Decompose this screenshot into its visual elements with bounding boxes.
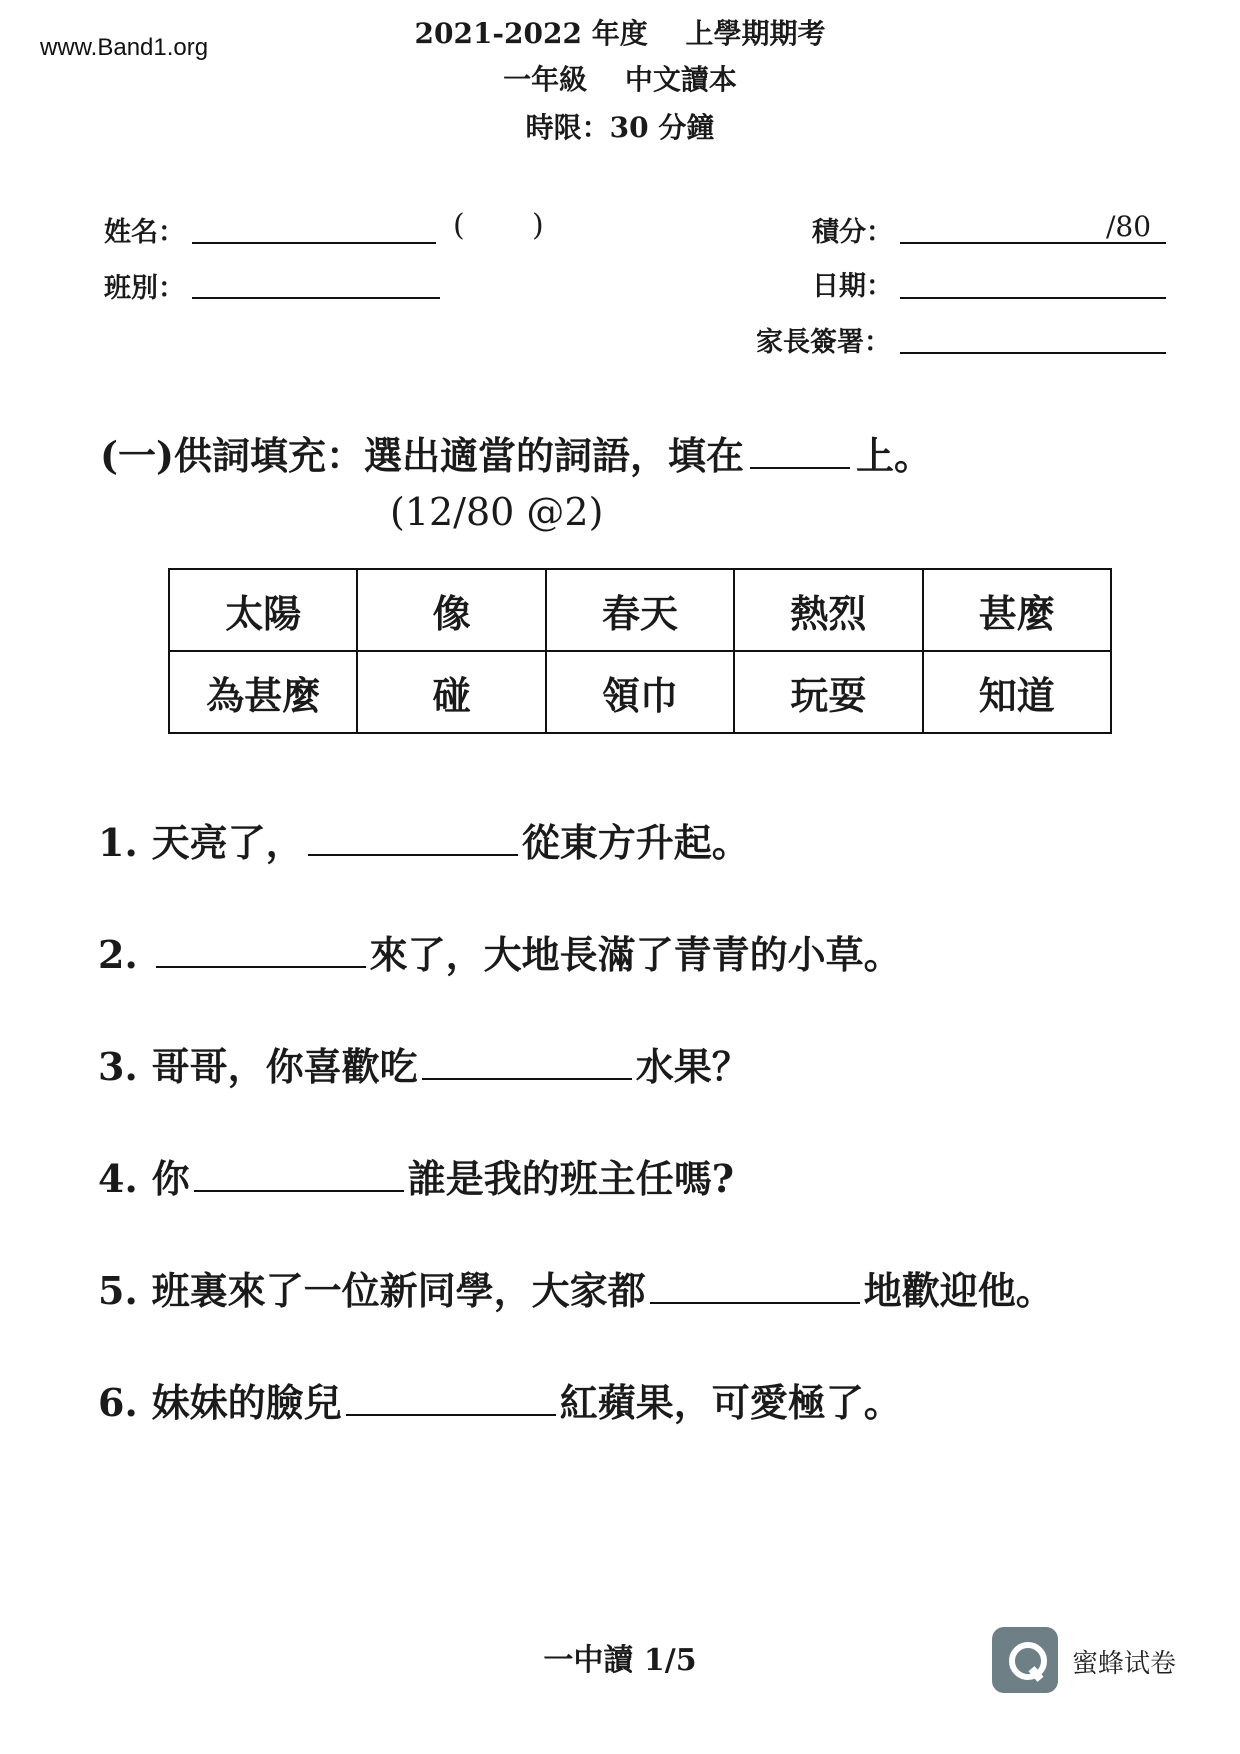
question-number: 4.	[98, 1156, 138, 1201]
question-4	[98, 1148, 734, 1203]
answer-blank-6[interactable]	[346, 1380, 556, 1416]
class-label: 班別：	[104, 273, 185, 304]
question-text-before: 班裏來了一位新同學，大家都	[151, 1268, 646, 1313]
question-number: 2.	[98, 932, 138, 977]
question-text-before: 哥哥，你喜歡吃	[151, 1044, 418, 1089]
question-2	[98, 924, 902, 979]
exam-term: 上學期期考	[685, 17, 826, 50]
question-number: 5.	[98, 1268, 138, 1313]
name-label: 姓名：	[104, 217, 185, 248]
question-text-after: 水果？	[635, 1044, 750, 1089]
word-bank-row	[169, 651, 1111, 733]
parent-signature-label: 家長簽署：	[756, 327, 891, 358]
question-text-after: 來了，大地長滿了青青的小草。	[369, 932, 902, 977]
question-text-before: 你	[151, 1156, 190, 1201]
word-cell: 熱烈	[734, 569, 922, 651]
word-cell: 知道	[923, 651, 1111, 733]
question-text-before: 妹妹的臉兒	[151, 1380, 342, 1425]
word-bank-row	[169, 569, 1111, 651]
question-text-after: 紅蘋果，可愛極了。	[559, 1380, 902, 1425]
question-text-after: 從東方升起。	[521, 820, 750, 865]
answer-blank-1[interactable]	[308, 820, 518, 856]
exam-grade: 一年級	[503, 63, 588, 96]
word-cell: 太陽	[169, 569, 357, 651]
question-number: 3.	[98, 1044, 138, 1089]
class-field[interactable]	[192, 297, 440, 299]
watermark: www.Band1.org	[40, 34, 209, 61]
score-label: 積分：	[812, 217, 893, 248]
word-cell: 領巾	[546, 651, 734, 733]
exam-subject: 中文讀本	[624, 63, 737, 96]
question-number: 6.	[98, 1380, 138, 1425]
date-label: 日期：	[812, 271, 893, 302]
word-cell: 甚麼	[923, 569, 1111, 651]
exam-subtitle	[0, 58, 1240, 98]
example-blank	[750, 437, 850, 469]
answer-blank-3[interactable]	[422, 1044, 632, 1080]
answer-blank-4[interactable]	[194, 1156, 404, 1192]
answer-blank-2[interactable]	[156, 932, 366, 968]
name-field[interactable]	[192, 242, 436, 244]
logo-text: 蜜蜂试卷	[1072, 1649, 1177, 1679]
section-score: (12/80 @2)	[390, 490, 604, 534]
question-3	[98, 1036, 750, 1091]
word-cell: 碰	[357, 651, 545, 733]
question-5	[98, 1260, 1054, 1315]
exam-year: 2021-2022 年度	[414, 17, 648, 50]
question-text-before: 天亮了，	[151, 820, 304, 865]
class-number-bracket-open: (	[453, 208, 465, 243]
word-cell: 春天	[546, 569, 734, 651]
score-total: /80	[1106, 210, 1152, 243]
parent-signature-field[interactable]	[900, 352, 1166, 354]
section-title	[100, 425, 932, 480]
exam-title	[0, 12, 1240, 52]
class-number-bracket-close: )	[532, 208, 544, 243]
question-text-after: 誰是我的班主任嗎?	[407, 1156, 734, 1201]
time-limit: 時限：30 分鐘	[525, 111, 715, 144]
word-cell: 像	[357, 569, 545, 651]
date-field[interactable]	[900, 297, 1166, 299]
page-number: 一中讀 1/5	[543, 1643, 697, 1678]
section-title-end: 上。	[855, 433, 932, 478]
word-cell: 為甚麼	[169, 651, 357, 733]
question-6	[98, 1372, 902, 1427]
answer-blank-5[interactable]	[650, 1268, 860, 1304]
question-number: 1.	[98, 820, 138, 865]
word-bank-table	[168, 568, 1112, 734]
q-logo-icon	[992, 1627, 1058, 1693]
question-text-after: 地歡迎他。	[863, 1268, 1054, 1313]
section-title-text: (一)供詞填充：選出適當的詞語，填在	[100, 433, 744, 478]
word-cell: 玩耍	[734, 651, 922, 733]
question-1	[98, 812, 750, 867]
